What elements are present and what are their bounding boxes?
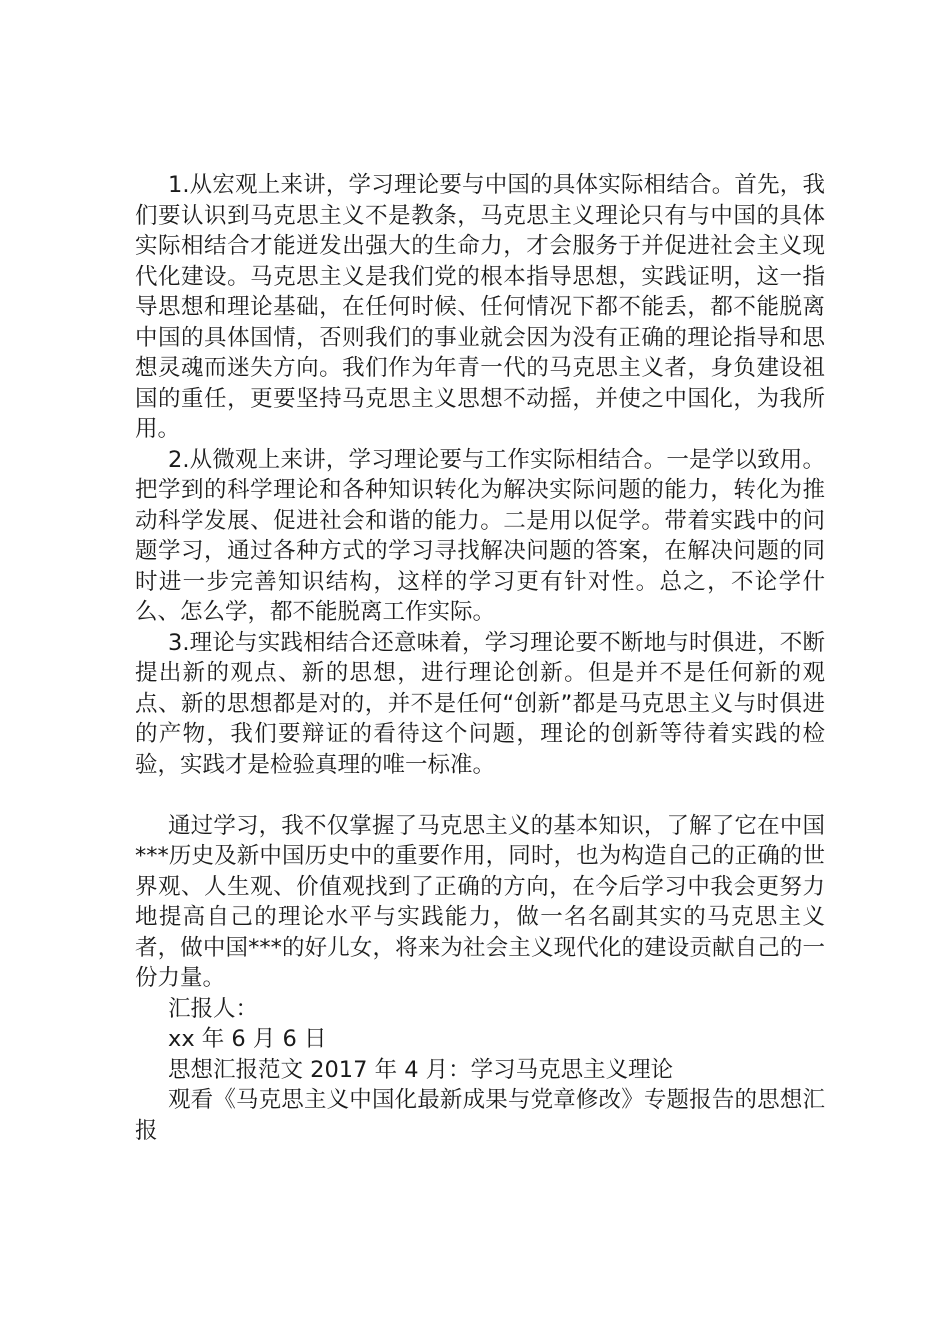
paragraph-conclusion: 通过学习，我不仅掌握了马克思主义的基本知识，了解了它在中国***历史及新中国历史中的重要作用，同时，也为构造自己的正确的世界观、人生观、价值观找到了正确的方向，在今后学习中我会更努力地提高自己的理论水平与实践能力，做一名名副其实的马克思主义者，做中国***的好儿女，将来为社会主义现代化的建设贡献自己的一份力量。: [135, 812, 825, 991]
next-article-title: 思想汇报范文 2017 年 4 月：学习马克思主义理论: [168, 1056, 674, 1083]
report-date: xx 年 6 月 6 日: [168, 1026, 327, 1052]
paragraph-innovation: 3.理论与实践相结合还意味着，学习理论要不断地与时俱进，不断提出新的观点、新的思想，进行理论创新。但是并不是任何新的观点、新的思想都是对的，并不是任何“创新”都是马克思主义与时俱进的产物，我们要辩证的看待这个问题，理论的创新等待着实践的检验，实践才是检验真理的唯一标准。: [135, 629, 825, 778]
paragraph-macro: 1.从宏观上来讲，学习理论要与中国的具体实际相结合。首先，我们要认识到马克思主义不是教条，马克思主义理论只有与中国的具体实际相结合才能迸发出强大的生命力，才会服务于并促进社会主义现代化建设。马克思主义是我们党的根本指导思想，实践证明，这一指导思想和理论基础，在任何时候、任何情况下都不能丢，都不能脱离中国的具体国情，否则我们的事业就会因为没有正确的理论指导和思想灵魂而迷失方向。我们作为年青一代的马克思主义者，身负建设祖国的重任，更要坚持马克思主义思想不动摇，并使之中国化，为我所用。: [135, 172, 825, 442]
blank-line: [135, 780, 825, 811]
next-article-intro: 观看《马克思主义中国化最新成果与党章修改》专题报告的思想汇报: [135, 1087, 825, 1144]
reporter-label: 汇报人：: [168, 995, 259, 1022]
document-page: [135, 170, 825, 1146]
paragraph-micro: 2.从微观上来讲，学习理论要与工作实际相结合。一是学以致用。把学到的科学理论和各种知识转化为解决实际问题的能力，转化为推动科学发展、促进社会和谐的能力。二是用以促学。带着实践中的问题学习，通过各种方式的学习寻找解决问题的答案，在解决问题的同时进一步完善知识结构，这样的学习更有针对性。总之，不论学什么、怎么学，都不能脱离工作实际。: [135, 446, 825, 625]
